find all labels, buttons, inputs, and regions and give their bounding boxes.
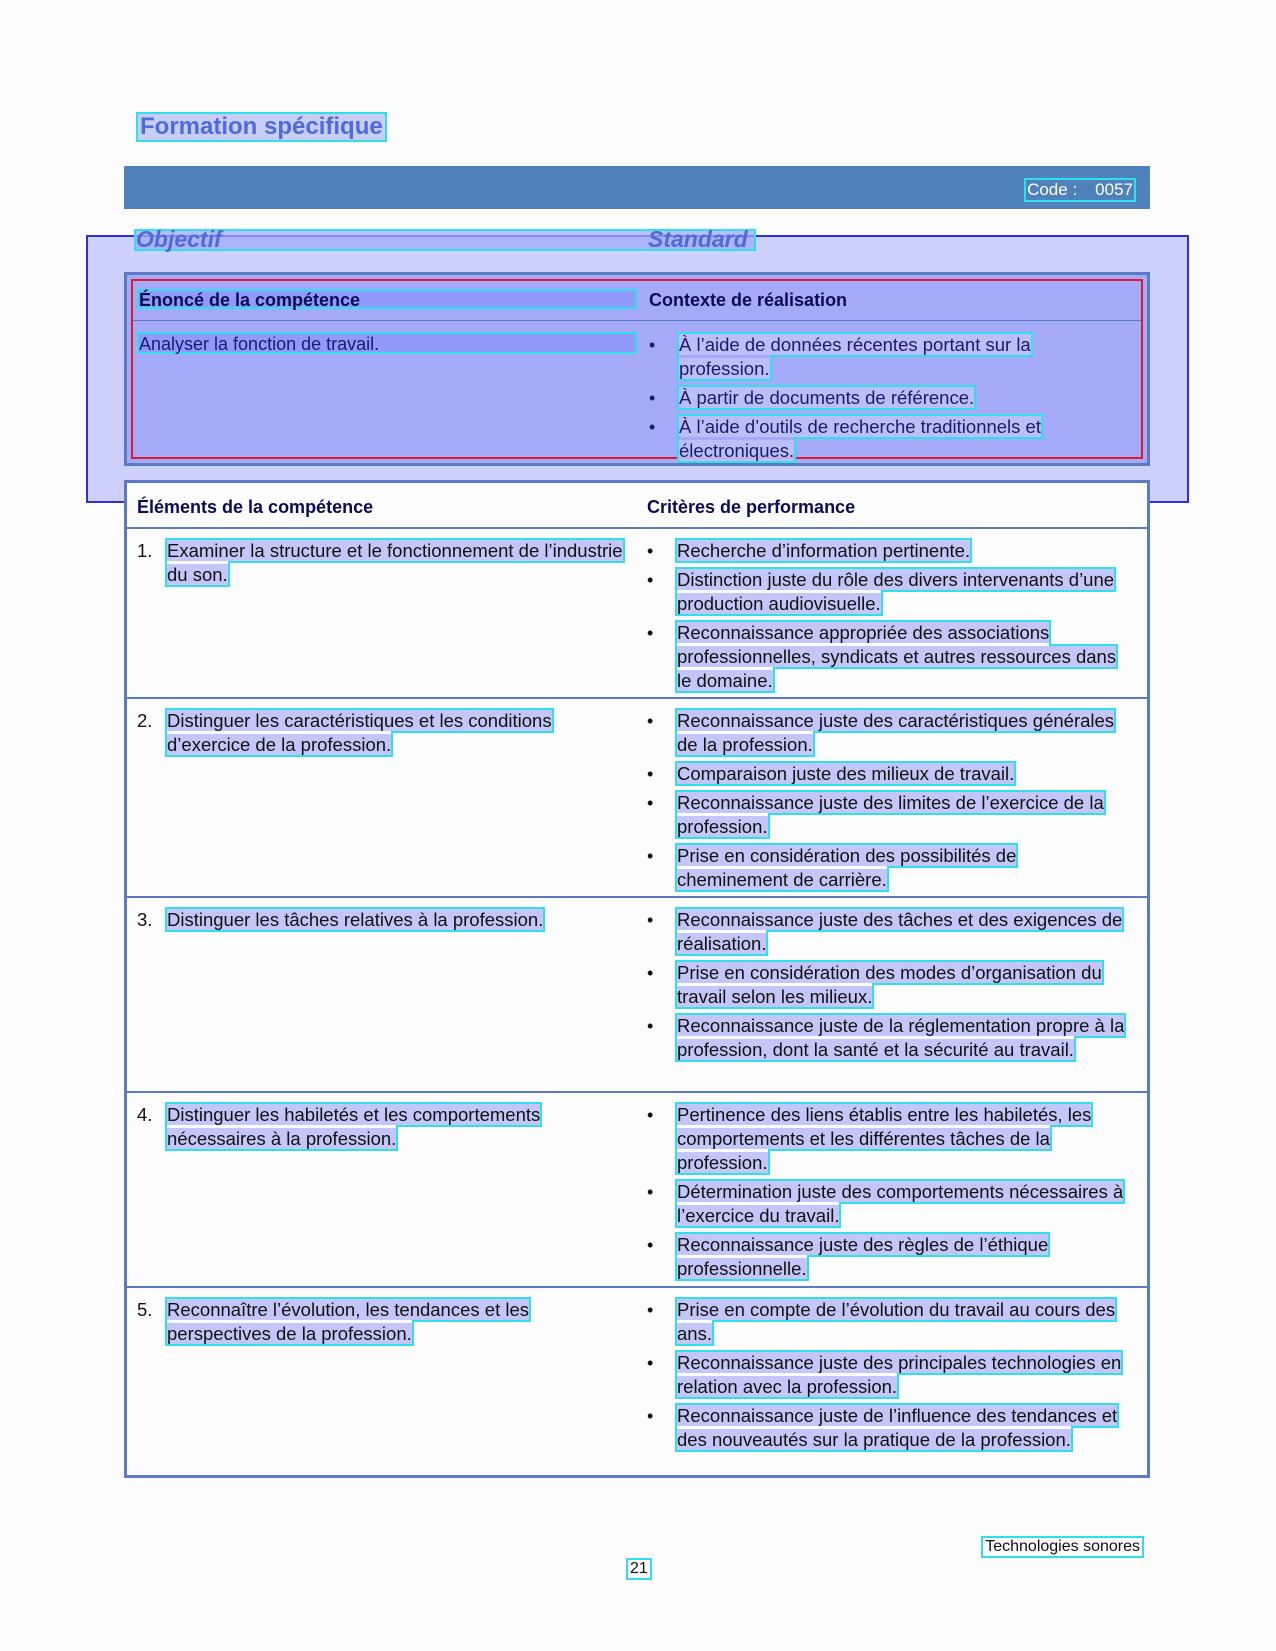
criteria-item — [647, 1103, 1127, 1175]
criteria-item — [647, 762, 1127, 786]
criteria-item-text: Reconnaissance juste des limites de l’exercice de la profession. — [677, 792, 1104, 837]
element-cell — [137, 1298, 627, 1346]
element-number: 5. — [137, 1299, 153, 1320]
criteria-list — [647, 908, 1127, 1067]
table-row — [127, 1093, 1147, 1288]
criteria-item-text: Distinction juste du rôle des divers intervenants d’une production audiovisuelle. — [677, 569, 1115, 614]
context-item — [649, 415, 1094, 463]
element-number: 1. — [137, 540, 153, 561]
code-bar — [124, 166, 1150, 209]
criteria-item — [647, 539, 1127, 563]
element-cell — [137, 709, 627, 757]
competence-elements-table — [124, 480, 1150, 1478]
competence-statement-table — [124, 272, 1150, 466]
element-number: 4. — [137, 1104, 153, 1125]
criteria-item-text: Reconnaissance appropriée des associations professionnelles, syndicats et autres ressources dans le domaine. — [677, 622, 1117, 691]
criteria-item-text: Prise en considération des modes d’organisation du travail selon les milieux. — [677, 962, 1102, 1007]
criteria-item-text: Prise en considération des possibilités de cheminement de carrière. — [677, 845, 1017, 890]
table-header-row — [127, 483, 1147, 529]
criteria-item — [647, 1233, 1127, 1281]
element-text: Distinguer les habiletés et les comportements nécessaires à la profession. — [167, 1104, 541, 1149]
element-text: Distinguer les tâches relatives à la profession. — [167, 909, 544, 930]
selection-box — [131, 279, 1143, 459]
table-header-row — [133, 281, 1141, 321]
context-list — [649, 333, 1094, 468]
code-label — [1024, 178, 1136, 202]
criteria-item — [647, 908, 1127, 956]
table-row — [127, 529, 1147, 699]
criteria-item-text: Recherche d’information pertinente. — [677, 540, 971, 561]
criteria-item — [647, 568, 1127, 616]
criteria-item — [647, 709, 1127, 757]
header-contexte: Contexte de réalisation — [649, 290, 848, 310]
criteria-item — [647, 1180, 1127, 1228]
page-number: 21 — [626, 1558, 652, 1580]
criteria-item — [647, 621, 1127, 693]
code-label-text: Code : — [1027, 180, 1078, 199]
element-cell — [137, 1103, 627, 1151]
footer-program: Technologies sonores — [981, 1536, 1144, 1558]
criteria-item-text: Comparaison juste des milieux de travail. — [677, 763, 1015, 784]
criteria-item — [647, 1014, 1127, 1062]
header-elements: Éléments de la compétence — [137, 497, 374, 517]
table-row — [127, 1288, 1147, 1478]
criteria-item — [647, 844, 1127, 892]
element-number: 2. — [137, 710, 153, 731]
code-value: 0057 — [1095, 180, 1133, 199]
criteria-item — [647, 1404, 1127, 1452]
context-item-text: À l’aide de données récentes portant sur la profession. — [679, 334, 1031, 379]
element-text: Reconnaître l’évolution, les tendances et les perspectives de la profession. — [167, 1299, 529, 1344]
header-criteres: Critères de performance — [647, 497, 856, 517]
criteria-item-text: Prise en compte de l’évolution du travail au cours des ans. — [677, 1299, 1116, 1344]
criteria-list — [647, 539, 1127, 698]
table-row — [127, 699, 1147, 898]
context-item — [649, 333, 1094, 381]
criteria-list — [647, 1103, 1127, 1286]
element-cell — [137, 539, 627, 587]
criteria-item — [647, 1351, 1127, 1399]
element-text: Examiner la structure et le fonctionnement de l’industrie du son. — [167, 540, 623, 585]
criteria-item — [647, 791, 1127, 839]
criteria-item-text: Reconnaissance juste de la réglementation propre à la profession, dont la santé et la sécurité au travail. — [677, 1015, 1125, 1060]
criteria-item-text: Pertinence des liens établis entre les habiletés, les comportements et les différentes tâches de la profession. — [677, 1104, 1092, 1173]
table-row — [127, 898, 1147, 1093]
page-title: Formation spécifique — [136, 112, 387, 142]
criteria-item-text: Reconnaissance juste des règles de l’éthique professionnelle. — [677, 1234, 1049, 1279]
context-item-text: À l’aide d’outils de recherche traditionnels et électroniques. — [679, 416, 1041, 461]
criteria-item-text: Reconnaissance juste des caractéristiques générales de la profession. — [677, 710, 1115, 755]
criteria-item-text: Reconnaissance juste de l’influence des tendances et des nouveautés sur la pratique de la profession. — [677, 1405, 1118, 1450]
criteria-list — [647, 709, 1127, 897]
element-number: 3. — [137, 909, 153, 930]
criteria-item — [647, 1298, 1127, 1346]
heading-standard: Standard — [648, 226, 748, 252]
criteria-item — [647, 961, 1127, 1009]
context-item — [649, 386, 1094, 410]
criteria-item-text: Détermination juste des comportements nécessaires à l’exercice du travail. — [677, 1181, 1124, 1226]
header-enonce: Énoncé de la compétence — [139, 290, 361, 310]
heading-objectif: Objectif — [136, 226, 222, 252]
criteria-list — [647, 1298, 1127, 1457]
context-item-text: À partir de documents de référence. — [679, 387, 975, 408]
criteria-item-text: Reconnaissance juste des tâches et des exigences de réalisation. — [677, 909, 1123, 954]
element-cell — [137, 908, 627, 932]
competence-statement: Analyser la fonction de travail. — [139, 334, 380, 354]
element-text: Distinguer les caractéristiques et les conditions d’exercice de la profession. — [167, 710, 552, 755]
criteria-item-text: Reconnaissance juste des principales technologies en relation avec la profession. — [677, 1352, 1122, 1397]
